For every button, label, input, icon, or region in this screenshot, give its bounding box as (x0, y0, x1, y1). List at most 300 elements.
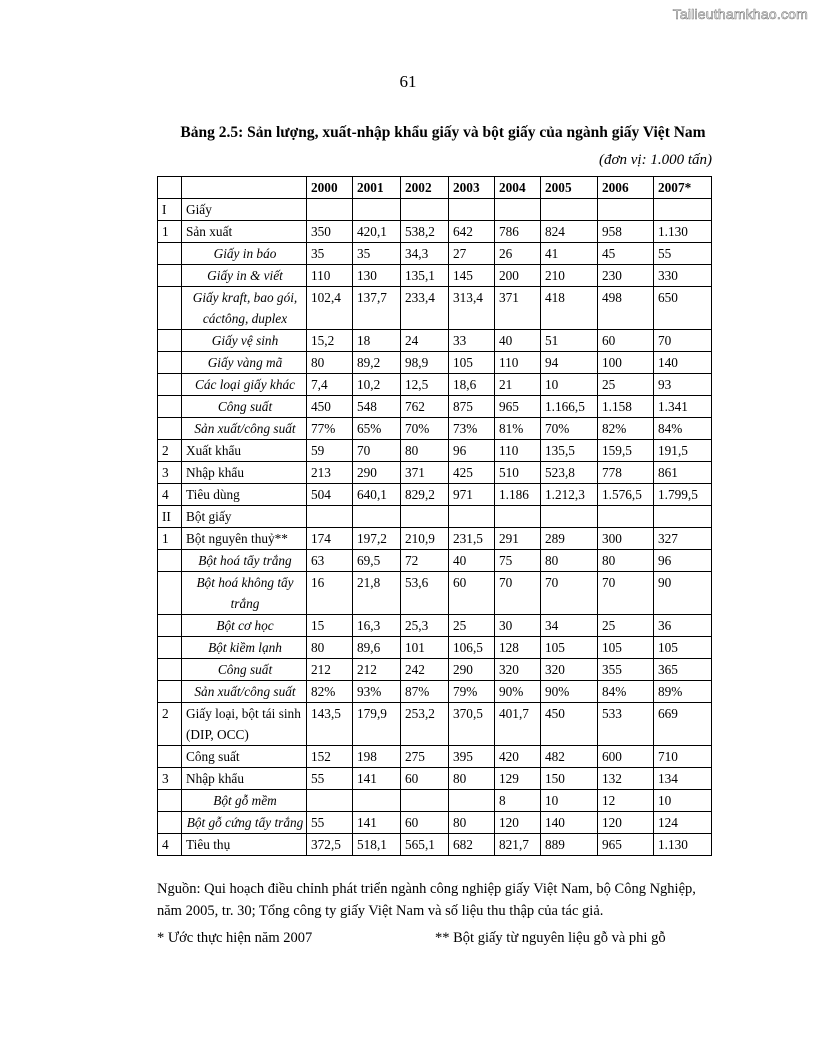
value-cell: 450 (307, 396, 353, 418)
value-cell: 15 (307, 615, 353, 637)
value-cell: 230 (598, 265, 654, 287)
value-cell: 106,5 (449, 637, 495, 659)
value-cell: 231,5 (449, 528, 495, 550)
row-number (158, 637, 182, 659)
value-cell: 70 (541, 572, 598, 615)
value-cell: 875 (449, 396, 495, 418)
value-cell: 1.166,5 (541, 396, 598, 418)
value-cell: 1.576,5 (598, 484, 654, 506)
value-cell: 80 (598, 550, 654, 572)
value-cell: 110 (307, 265, 353, 287)
value-cell: 84% (654, 418, 712, 440)
value-cell: 35 (353, 243, 401, 265)
row-label: Công suất (182, 746, 307, 768)
row-label: Nhập khẩu (182, 462, 307, 484)
value-cell (401, 790, 449, 812)
value-cell: 21 (495, 374, 541, 396)
value-cell: 16 (307, 572, 353, 615)
value-cell: 395 (449, 746, 495, 768)
row-number: 3 (158, 462, 182, 484)
value-cell: 213 (307, 462, 353, 484)
row-label: Bột kiềm lạnh (182, 637, 307, 659)
value-cell: 253,2 (401, 703, 449, 746)
row-label: Công suất (182, 396, 307, 418)
header-cell: 2001 (353, 177, 401, 199)
value-cell: 120 (495, 812, 541, 834)
value-cell (495, 506, 541, 528)
row-label: Tiêu thụ (182, 834, 307, 856)
row-label: Tiêu dùng (182, 484, 307, 506)
value-cell: 141 (353, 768, 401, 790)
value-cell: 40 (449, 550, 495, 572)
value-cell: 129 (495, 768, 541, 790)
row-label: Bột hoá không tẩy trắng (182, 572, 307, 615)
value-cell: 889 (541, 834, 598, 856)
value-cell: 141 (353, 812, 401, 834)
value-cell: 370,5 (449, 703, 495, 746)
value-cell: 21,8 (353, 572, 401, 615)
value-cell (307, 790, 353, 812)
value-cell: 861 (654, 462, 712, 484)
value-cell: 79% (449, 681, 495, 703)
table-header-row (158, 177, 712, 199)
value-cell: 233,4 (401, 287, 449, 330)
value-cell: 105 (449, 352, 495, 374)
table-row (158, 199, 712, 221)
value-cell: 1.341 (654, 396, 712, 418)
value-cell: 762 (401, 396, 449, 418)
value-cell: 51 (541, 330, 598, 352)
value-cell: 137,7 (353, 287, 401, 330)
header-cell: 2006 (598, 177, 654, 199)
table-row (158, 484, 712, 506)
value-cell (449, 199, 495, 221)
value-cell: 80 (401, 440, 449, 462)
row-number (158, 374, 182, 396)
value-cell: 25 (598, 374, 654, 396)
value-cell: 504 (307, 484, 353, 506)
table-row (158, 812, 712, 834)
value-cell: 25,3 (401, 615, 449, 637)
value-cell: 80 (307, 637, 353, 659)
value-cell: 669 (654, 703, 712, 746)
value-cell: 355 (598, 659, 654, 681)
row-label: Giấy kraft, bao gói, cáctông, duplex (182, 287, 307, 330)
value-cell: 135,5 (541, 440, 598, 462)
table-title: Bảng 2.5: Sản lượng, xuất-nhập khẩu giấy và bột giấy của ngành giấy Việt Nam (180, 124, 706, 141)
table-row (158, 681, 712, 703)
row-number (158, 352, 182, 374)
value-cell: 15,2 (307, 330, 353, 352)
row-number: 2 (158, 440, 182, 462)
value-cell: 197,2 (353, 528, 401, 550)
value-cell: 60 (401, 768, 449, 790)
header-cell: 2004 (495, 177, 541, 199)
value-cell: 824 (541, 221, 598, 243)
value-cell: 60 (449, 572, 495, 615)
row-number: I (158, 199, 182, 221)
value-cell: 10 (654, 790, 712, 812)
row-label: Bột hoá tẩy trắng (182, 550, 307, 572)
row-number: 3 (158, 768, 182, 790)
value-cell: 16,3 (353, 615, 401, 637)
value-cell: 1.212,3 (541, 484, 598, 506)
row-number (158, 615, 182, 637)
value-cell (449, 790, 495, 812)
header-cell: 2003 (449, 177, 495, 199)
value-cell: 90% (541, 681, 598, 703)
value-cell: 87% (401, 681, 449, 703)
value-cell: 320 (541, 659, 598, 681)
value-cell: 371 (495, 287, 541, 330)
value-cell: 82% (598, 418, 654, 440)
value-cell: 821,7 (495, 834, 541, 856)
value-cell: 640,1 (353, 484, 401, 506)
value-cell (598, 199, 654, 221)
value-cell: 18,6 (449, 374, 495, 396)
value-cell: 96 (449, 440, 495, 462)
value-cell: 70 (654, 330, 712, 352)
value-cell: 1.158 (598, 396, 654, 418)
watermark: Tailieuthamkhao.com (672, 6, 808, 22)
value-cell: 510 (495, 462, 541, 484)
value-cell: 110 (495, 352, 541, 374)
value-cell: 89% (654, 681, 712, 703)
value-cell: 371 (401, 462, 449, 484)
value-cell: 80 (541, 550, 598, 572)
value-cell: 290 (449, 659, 495, 681)
value-cell: 70 (495, 572, 541, 615)
value-cell: 450 (541, 703, 598, 746)
value-cell: 958 (598, 221, 654, 243)
value-cell: 65% (353, 418, 401, 440)
row-label: Sản xuất (182, 221, 307, 243)
value-cell: 7,4 (307, 374, 353, 396)
row-number (158, 330, 182, 352)
table-row (158, 572, 712, 615)
value-cell: 320 (495, 659, 541, 681)
value-cell (654, 199, 712, 221)
header-cell (182, 177, 307, 199)
value-cell: 290 (353, 462, 401, 484)
value-cell: 140 (541, 812, 598, 834)
table-row (158, 550, 712, 572)
row-label: Giấy loại, bột tái sinh (DIP, OCC) (182, 703, 307, 746)
value-cell: 34,3 (401, 243, 449, 265)
value-cell (654, 506, 712, 528)
value-cell: 98,9 (401, 352, 449, 374)
value-cell: 73% (449, 418, 495, 440)
value-cell: 81% (495, 418, 541, 440)
value-cell: 212 (307, 659, 353, 681)
value-cell: 70 (598, 572, 654, 615)
table-row (158, 330, 712, 352)
value-cell: 100 (598, 352, 654, 374)
value-cell: 124 (654, 812, 712, 834)
row-label: Bột giấy (182, 506, 307, 528)
row-label: Giấy in & viết (182, 265, 307, 287)
table-row (158, 834, 712, 856)
table-row (158, 768, 712, 790)
row-label: Sản xuất/công suất (182, 681, 307, 703)
value-cell: 1.799,5 (654, 484, 712, 506)
value-cell: 152 (307, 746, 353, 768)
row-label: Nhập khẩu (182, 768, 307, 790)
value-cell: 33 (449, 330, 495, 352)
row-label: Bột gỗ cứng tẩy trắng (182, 812, 307, 834)
value-cell: 110 (495, 440, 541, 462)
value-cell: 965 (598, 834, 654, 856)
row-number (158, 790, 182, 812)
value-cell: 420 (495, 746, 541, 768)
value-cell: 34 (541, 615, 598, 637)
row-label: Giấy vàng mã (182, 352, 307, 374)
value-cell: 70% (541, 418, 598, 440)
value-cell: 60 (598, 330, 654, 352)
value-cell: 69,5 (353, 550, 401, 572)
value-cell: 523,8 (541, 462, 598, 484)
value-cell: 120 (598, 812, 654, 834)
value-cell: 63 (307, 550, 353, 572)
value-cell: 401,7 (495, 703, 541, 746)
value-cell (307, 506, 353, 528)
value-cell: 200 (495, 265, 541, 287)
table-row (158, 506, 712, 528)
value-cell: 425 (449, 462, 495, 484)
value-cell: 70 (353, 440, 401, 462)
table-row (158, 637, 712, 659)
value-cell: 372,5 (307, 834, 353, 856)
value-cell: 90 (654, 572, 712, 615)
value-cell: 35 (307, 243, 353, 265)
table-row (158, 440, 712, 462)
value-cell: 210,9 (401, 528, 449, 550)
value-cell: 179,9 (353, 703, 401, 746)
table-row (158, 287, 712, 330)
value-cell: 24 (401, 330, 449, 352)
table-row (158, 221, 712, 243)
row-number (158, 265, 182, 287)
row-number (158, 812, 182, 834)
value-cell: 80 (307, 352, 353, 374)
header-cell: 2002 (401, 177, 449, 199)
value-cell: 300 (598, 528, 654, 550)
value-cell: 25 (598, 615, 654, 637)
row-number (158, 572, 182, 615)
value-cell: 53,6 (401, 572, 449, 615)
row-label: Công suất (182, 659, 307, 681)
value-cell: 1.186 (495, 484, 541, 506)
table-row (158, 418, 712, 440)
table-row (158, 352, 712, 374)
value-cell: 291 (495, 528, 541, 550)
value-cell: 80 (449, 812, 495, 834)
production-table (157, 176, 712, 856)
source-note: Nguồn: Qui hoạch điều chỉnh phát triển ngành công nghiệp giấy Việt Nam, bộ Công Nghiệp, năm 2005, tr. 30; Tổng công ty giấy Việt Nam và số liệu thu thập của tác giả. (157, 881, 696, 919)
value-cell: 70% (401, 418, 449, 440)
value-cell: 642 (449, 221, 495, 243)
value-cell: 90% (495, 681, 541, 703)
row-label: Bột nguyên thuỷ** (182, 528, 307, 550)
value-cell: 682 (449, 834, 495, 856)
value-cell: 10,2 (353, 374, 401, 396)
header-cell (158, 177, 182, 199)
value-cell: 275 (401, 746, 449, 768)
value-cell: 191,5 (654, 440, 712, 462)
value-cell: 420,1 (353, 221, 401, 243)
value-cell: 26 (495, 243, 541, 265)
value-cell: 482 (541, 746, 598, 768)
value-cell: 242 (401, 659, 449, 681)
value-cell: 55 (654, 243, 712, 265)
value-cell: 75 (495, 550, 541, 572)
table-row (158, 528, 712, 550)
value-cell (353, 790, 401, 812)
value-cell: 12,5 (401, 374, 449, 396)
row-number (158, 396, 182, 418)
value-cell: 105 (541, 637, 598, 659)
value-cell: 132 (598, 768, 654, 790)
value-cell: 130 (353, 265, 401, 287)
header-cell: 2007* (654, 177, 712, 199)
row-label: Sản xuất/công suất (182, 418, 307, 440)
value-cell: 72 (401, 550, 449, 572)
value-cell: 41 (541, 243, 598, 265)
value-cell: 89,6 (353, 637, 401, 659)
value-cell: 105 (598, 637, 654, 659)
row-number (158, 746, 182, 768)
row-number (158, 681, 182, 703)
row-label: Giấy (182, 199, 307, 221)
row-number (158, 659, 182, 681)
value-cell: 786 (495, 221, 541, 243)
value-cell: 518,1 (353, 834, 401, 856)
row-number (158, 418, 182, 440)
table-row (158, 746, 712, 768)
value-cell (495, 199, 541, 221)
value-cell (307, 199, 353, 221)
value-cell: 350 (307, 221, 353, 243)
value-cell (353, 506, 401, 528)
value-cell: 198 (353, 746, 401, 768)
value-cell: 8 (495, 790, 541, 812)
value-cell: 650 (654, 287, 712, 330)
table-row (158, 659, 712, 681)
row-label: Bột gỗ mềm (182, 790, 307, 812)
value-cell: 77% (307, 418, 353, 440)
value-cell: 93 (654, 374, 712, 396)
value-cell: 548 (353, 396, 401, 418)
value-cell: 105 (654, 637, 712, 659)
value-cell: 965 (495, 396, 541, 418)
table-row (158, 790, 712, 812)
value-cell: 150 (541, 768, 598, 790)
table-row (158, 396, 712, 418)
value-cell: 36 (654, 615, 712, 637)
table-row (158, 243, 712, 265)
value-cell: 134 (654, 768, 712, 790)
value-cell: 10 (541, 374, 598, 396)
value-cell: 710 (654, 746, 712, 768)
row-number (158, 287, 182, 330)
row-number: 1 (158, 528, 182, 550)
footnote-pulp: ** Bột giấy từ nguyên liệu gỗ và phi gỗ (435, 930, 666, 946)
table-row (158, 265, 712, 287)
value-cell: 80 (449, 768, 495, 790)
value-cell (449, 506, 495, 528)
value-cell: 327 (654, 528, 712, 550)
value-cell (401, 199, 449, 221)
table-row (158, 462, 712, 484)
row-number: II (158, 506, 182, 528)
value-cell: 59 (307, 440, 353, 462)
value-cell: 89,2 (353, 352, 401, 374)
value-cell: 1.130 (654, 221, 712, 243)
value-cell: 82% (307, 681, 353, 703)
footnote-estimate: * Ước thực hiện năm 2007 (157, 930, 313, 946)
value-cell: 135,1 (401, 265, 449, 287)
value-cell: 27 (449, 243, 495, 265)
value-cell: 145 (449, 265, 495, 287)
value-cell: 140 (654, 352, 712, 374)
value-cell (541, 199, 598, 221)
row-number: 4 (158, 834, 182, 856)
value-cell: 829,2 (401, 484, 449, 506)
value-cell: 600 (598, 746, 654, 768)
value-cell: 10 (541, 790, 598, 812)
value-cell (353, 199, 401, 221)
value-cell (541, 506, 598, 528)
value-cell: 174 (307, 528, 353, 550)
value-cell (401, 506, 449, 528)
row-label: Các loại giấy khác (182, 374, 307, 396)
value-cell: 93% (353, 681, 401, 703)
value-cell: 18 (353, 330, 401, 352)
value-cell (598, 506, 654, 528)
value-cell: 778 (598, 462, 654, 484)
value-cell: 159,5 (598, 440, 654, 462)
value-cell: 84% (598, 681, 654, 703)
value-cell: 101 (401, 637, 449, 659)
value-cell: 30 (495, 615, 541, 637)
value-cell: 60 (401, 812, 449, 834)
value-cell: 25 (449, 615, 495, 637)
unit-label: (đơn vị: 1.000 tấn) (599, 152, 712, 168)
value-cell: 565,1 (401, 834, 449, 856)
row-number: 2 (158, 703, 182, 746)
table-row (158, 615, 712, 637)
row-number: 1 (158, 221, 182, 243)
value-cell: 365 (654, 659, 712, 681)
value-cell: 289 (541, 528, 598, 550)
value-cell: 971 (449, 484, 495, 506)
value-cell: 12 (598, 790, 654, 812)
value-cell: 498 (598, 287, 654, 330)
value-cell: 330 (654, 265, 712, 287)
page-number: 61 (399, 72, 417, 91)
value-cell: 143,5 (307, 703, 353, 746)
value-cell: 533 (598, 703, 654, 746)
value-cell: 102,4 (307, 287, 353, 330)
header-cell: 2000 (307, 177, 353, 199)
value-cell: 212 (353, 659, 401, 681)
value-cell: 1.130 (654, 834, 712, 856)
value-cell: 40 (495, 330, 541, 352)
table-body (158, 199, 712, 856)
value-cell: 45 (598, 243, 654, 265)
row-number: 4 (158, 484, 182, 506)
row-label: Giấy in báo (182, 243, 307, 265)
